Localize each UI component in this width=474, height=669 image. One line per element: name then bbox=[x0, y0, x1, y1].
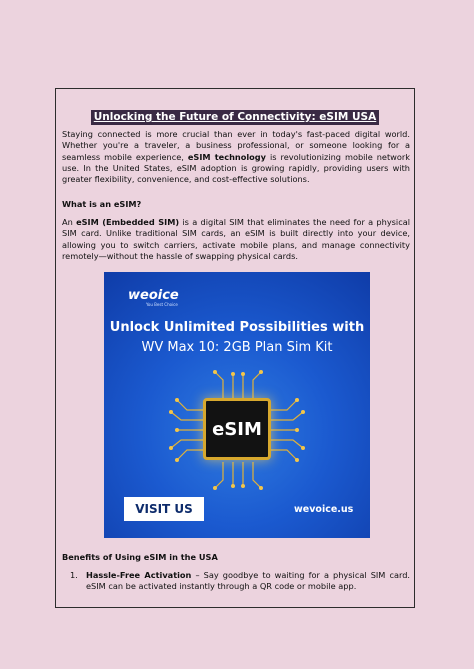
visit-us-button[interactable]: VISIT US bbox=[124, 497, 204, 521]
intro-paragraph: Staying connected is more crucial than ever in today's fast-paced digital world. Whether you're a traveler, a business professional, or someone looking for a seamless mobile experience, eSIM technology is revolutionizing mobile network use. In the United States, eSIM adoption is growing rapidly, providing users with greater flexibility, convenience, and cost-effective solutions. bbox=[62, 129, 410, 185]
esim-technology-text: eSIM technology bbox=[187, 151, 266, 162]
circuit-board bbox=[167, 370, 307, 490]
esim-chip-icon bbox=[203, 398, 271, 460]
banner-subheadline: WV Max 10: 2GB Plan Sim Kit bbox=[141, 340, 333, 355]
section-heading-what-is-esim: What is an eSIM? bbox=[62, 199, 142, 209]
esim-definition-paragraph: An eSIM (Embedded SIM) is a digital SIM that eliminates the need for a physical SIM card. Unlike traditional SIM cards, an eSIM is built directly into your device, allowing you to switch carriers, activate mobile plans, and manage connectivity remotely—without the hassle of swapping physical cards. bbox=[62, 217, 410, 261]
promo-banner-image bbox=[104, 272, 370, 538]
banner-headline: Unlock Unlimited Possibilities with bbox=[109, 320, 365, 335]
section-heading-benefits: Benefits of Using eSIM in the USA bbox=[62, 552, 218, 562]
document-title: Unlocking the Future of Connectivity: eSIM USA bbox=[91, 110, 379, 125]
document-page: Unlocking the Future of Connectivity: eSIM USA Staying connected is more crucial than ever in today's fast-paced digital world. Whether you're a traveler, a business professional, or someone looking for a seamless mobile experience, eSIM technology is revolutionizing mobile network use. In the United States, eSIM adoption is growing rapidly, providing users with greater flexibility, convenience, and cost-effective solutions. What is an eSIM? An eSIM (Embedded SIM) is a digital SIM that eliminates the need for a physical SIM card. Unlike traditional SIM cards, an eSIM is built directly into your device, allowing you to switch carriers, activate mobile plans, and manage connectivity remotely—without the hassle of swapping physical cards. weoice You Best Choice Unlock Unlimited Possibilities with WV Max 10: 2GB Plan Sim Kit eSIM VISIT US wevoice.us Benefits of Using eSIM in the USA 1. Hassle-Free Activation – Say goodbye to waiting for a physical SIM card. eSIM can be activated instantly through a QR code or mobile app. bbox=[55, 88, 415, 608]
website-link[interactable]: wevoice.us bbox=[294, 504, 354, 515]
chip-label: eSIM bbox=[212, 418, 262, 440]
wevoice-logo: weoice You Best Choice bbox=[128, 288, 179, 307]
